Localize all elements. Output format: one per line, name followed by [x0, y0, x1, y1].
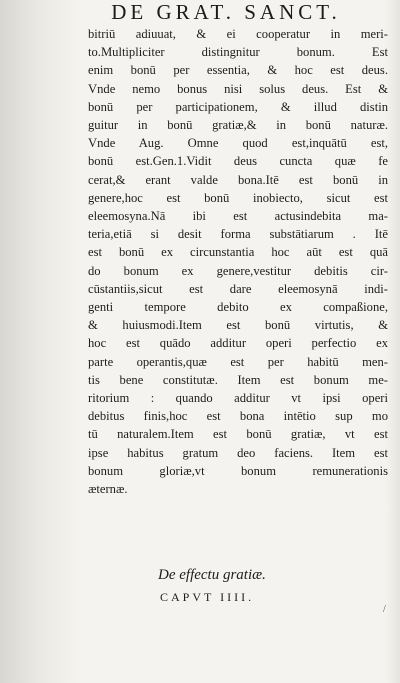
text-line: tū naturalem.Item est bonū gratiæ, vt est	[88, 427, 388, 442]
text-line: teria,etiā si desit forma substātiarum . Itē	[88, 227, 388, 242]
text-line: genere,hoc est bonū inobiecto, sicut est	[88, 190, 388, 205]
text-line: eleemosyna.Nā ibi est actusindebita ma-	[88, 209, 388, 224]
text-line: tis bene constitutæ. Item est bonum me-	[88, 372, 388, 387]
text-line: & huiusmodi.Item est bonū virtutis, &	[88, 318, 388, 333]
text-line: bonū per participationem, & illud distin	[88, 99, 388, 114]
text-line: ritorium : quando additur vt ipsi operi	[88, 391, 388, 406]
text-line: do bonum ex genere,vestitur debitis cir-	[88, 263, 388, 278]
text-line: genti tempore debito ex compaßione,	[88, 300, 388, 315]
text-line: hoc est quādo additur operi perfectio ex	[88, 336, 388, 351]
text-line: est bonū ex circunstantia hoc aūt est quā	[88, 245, 388, 260]
text-line: Vnde Aug. Omne quod est,inquātū est,	[88, 136, 388, 151]
text-line: cerat,& erant valde bona.Itē est bonū in	[88, 172, 388, 187]
text-line: to.Multipliciter distingnitur bonum. Est	[88, 45, 388, 60]
text-line: æternæ.	[88, 482, 128, 497]
text-line: ipse habitus gratum deo faciens. Item est	[88, 445, 388, 460]
text-line: parte operantis,quæ est per habitū men-	[88, 354, 388, 369]
chapter-label: CAPVT IIII.	[160, 590, 255, 604]
body-text	[88, 25, 388, 498]
margin-mark: /	[383, 604, 386, 615]
chapter-title: De effectu gratiæ.	[158, 567, 266, 583]
text-line: bonū est.Gen.1.Vidit deus cuncta quæ fe	[88, 154, 388, 169]
running-head: DE GRAT. SANCT.	[111, 0, 341, 24]
page-right-edge	[386, 0, 400, 683]
text-line: enim bonū per essentia, & hoc est deus.	[88, 63, 388, 78]
text-line: bonum gloriæ,vt bonum remunerationis	[88, 463, 388, 478]
text-line: cūstantiis,sicut est dare eleemosynā indi-	[88, 281, 388, 296]
page-gutter-shadow	[0, 0, 78, 683]
text-line: debitus finis,hoc est bona intētio sup mo	[88, 409, 388, 424]
text-line: bitriū adiuuat, & ei cooperatur in meri-	[88, 27, 388, 41]
text-line: Vnde nemo bonus nisi solus deus. Est &	[88, 81, 388, 96]
text-line: guitur in bonū gratiæ,& in bonū naturæ.	[88, 118, 388, 133]
